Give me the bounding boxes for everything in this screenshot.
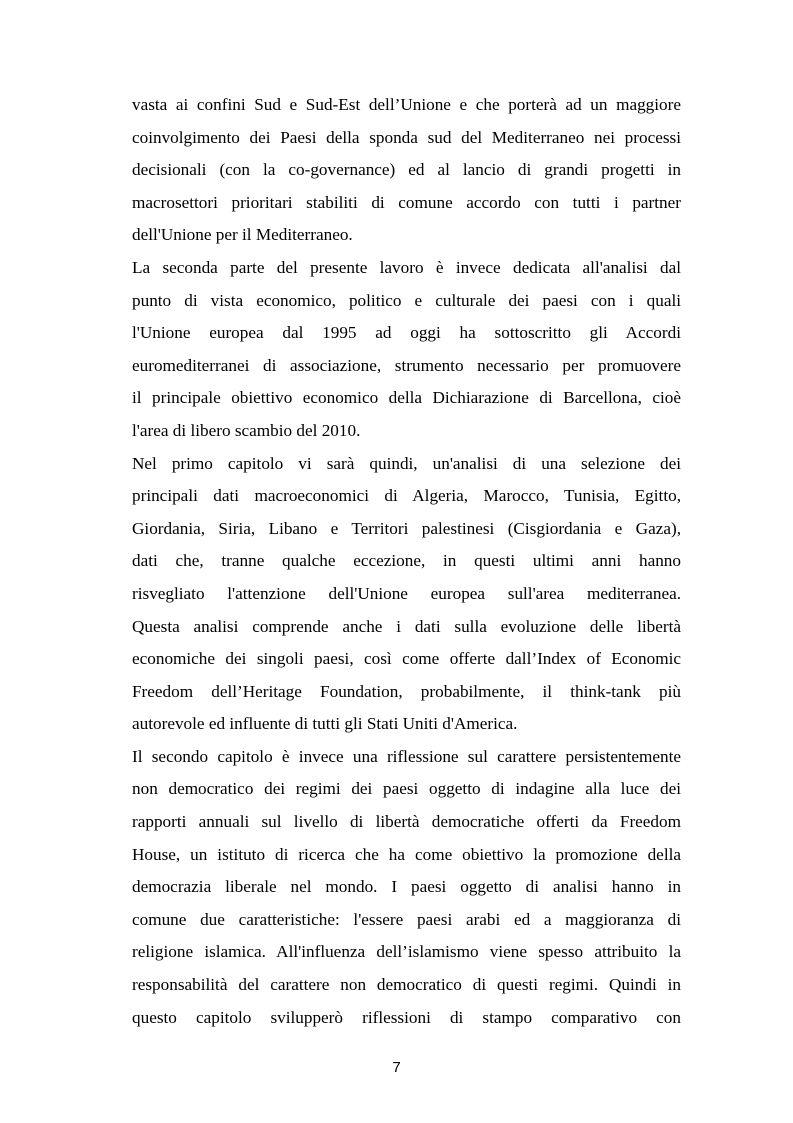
text-line: rapporti annuali sul livello di libertà democratiche offerti da Freedom <box>132 812 681 832</box>
text-line: La seconda parte del presente lavoro è invece dedicata all'analisi dal <box>132 257 681 277</box>
page-number: 7 <box>392 1059 401 1076</box>
text-line: l'Unione europea dal 1995 ad oggi ha sottoscritto gli Accordi <box>132 323 681 343</box>
paragraph <box>132 252 681 448</box>
text-line: decisionali (con la co-governance) ed al lancio di grandi progetti in <box>132 160 681 180</box>
text-line: Il secondo capitolo è invece una riflessione sul carattere persistentemente <box>132 746 681 766</box>
text-line: principali dati macroeconomici di Algeria, Marocco, Tunisia, Egitto, <box>132 486 681 506</box>
text-line: macrosettori prioritari stabiliti di comune accordo con tutti i partner <box>132 192 681 212</box>
text-line: non democratico dei regimi dei paesi oggetto di indagine alla luce dei <box>132 779 681 799</box>
text-line: Questa analisi comprende anche i dati sulla evoluzione delle libertà <box>132 616 681 636</box>
text-line: religione islamica. All'influenza dell’islamismo viene spesso attribuito la <box>132 942 681 962</box>
text-line: Giordania, Siria, Libano e Territori palestinesi (Cisgiordania e Gaza), <box>132 518 681 538</box>
text-line: House, un istituto di ricerca che ha come obiettivo la promozione della <box>132 844 681 864</box>
text-line: coinvolgimento dei Paesi della sponda sud del Mediterraneo nei processi <box>132 127 681 147</box>
paragraph <box>132 448 681 741</box>
text-line: questo capitolo svilupperò riflessioni di stampo comparativo con <box>132 1007 681 1027</box>
text-line: democrazia liberale nel mondo. I paesi oggetto di analisi hanno in <box>132 877 681 897</box>
text-line: responsabilità del carattere non democratico di questi regimi. Quindi in <box>132 975 681 995</box>
paragraph <box>132 741 681 1034</box>
text-line: il principale obiettivo economico della Dichiarazione di Barcellona, cioè <box>132 388 681 408</box>
text-line: l'area di libero scambio del 2010. <box>132 420 361 440</box>
text-line: Freedom dell’Heritage Foundation, probabilmente, il think-tank più <box>132 681 681 701</box>
text-line: dati che, tranne qualche eccezione, in questi ultimi anni hanno <box>132 551 681 571</box>
text-line: comune due caratteristiche: l'essere paesi arabi ed a maggioranza di <box>132 909 681 929</box>
text-line: euromediterranei di associazione, strumento necessario per promuovere <box>132 355 681 375</box>
text-line: autorevole ed influente di tutti gli Stati Uniti d'America. <box>132 714 518 734</box>
text-line: Nel primo capitolo vi sarà quindi, un'analisi di una selezione dei <box>132 453 681 473</box>
text-line: dell'Unione per il Mediterraneo. <box>132 225 353 245</box>
text-line: economiche dei singoli paesi, così come offerte dall’Index of Economic <box>132 649 681 669</box>
text-line: punto di vista economico, politico e culturale dei paesi con i quali <box>132 290 681 310</box>
paragraph <box>132 89 681 252</box>
text-line: risvegliato l'attenzione dell'Unione europea sull'area mediterranea. <box>132 583 681 603</box>
text-line: vasta ai confini Sud e Sud-Est dell’Unione e che porterà ad un maggiore <box>132 95 681 114</box>
body-text <box>132 89 681 1034</box>
